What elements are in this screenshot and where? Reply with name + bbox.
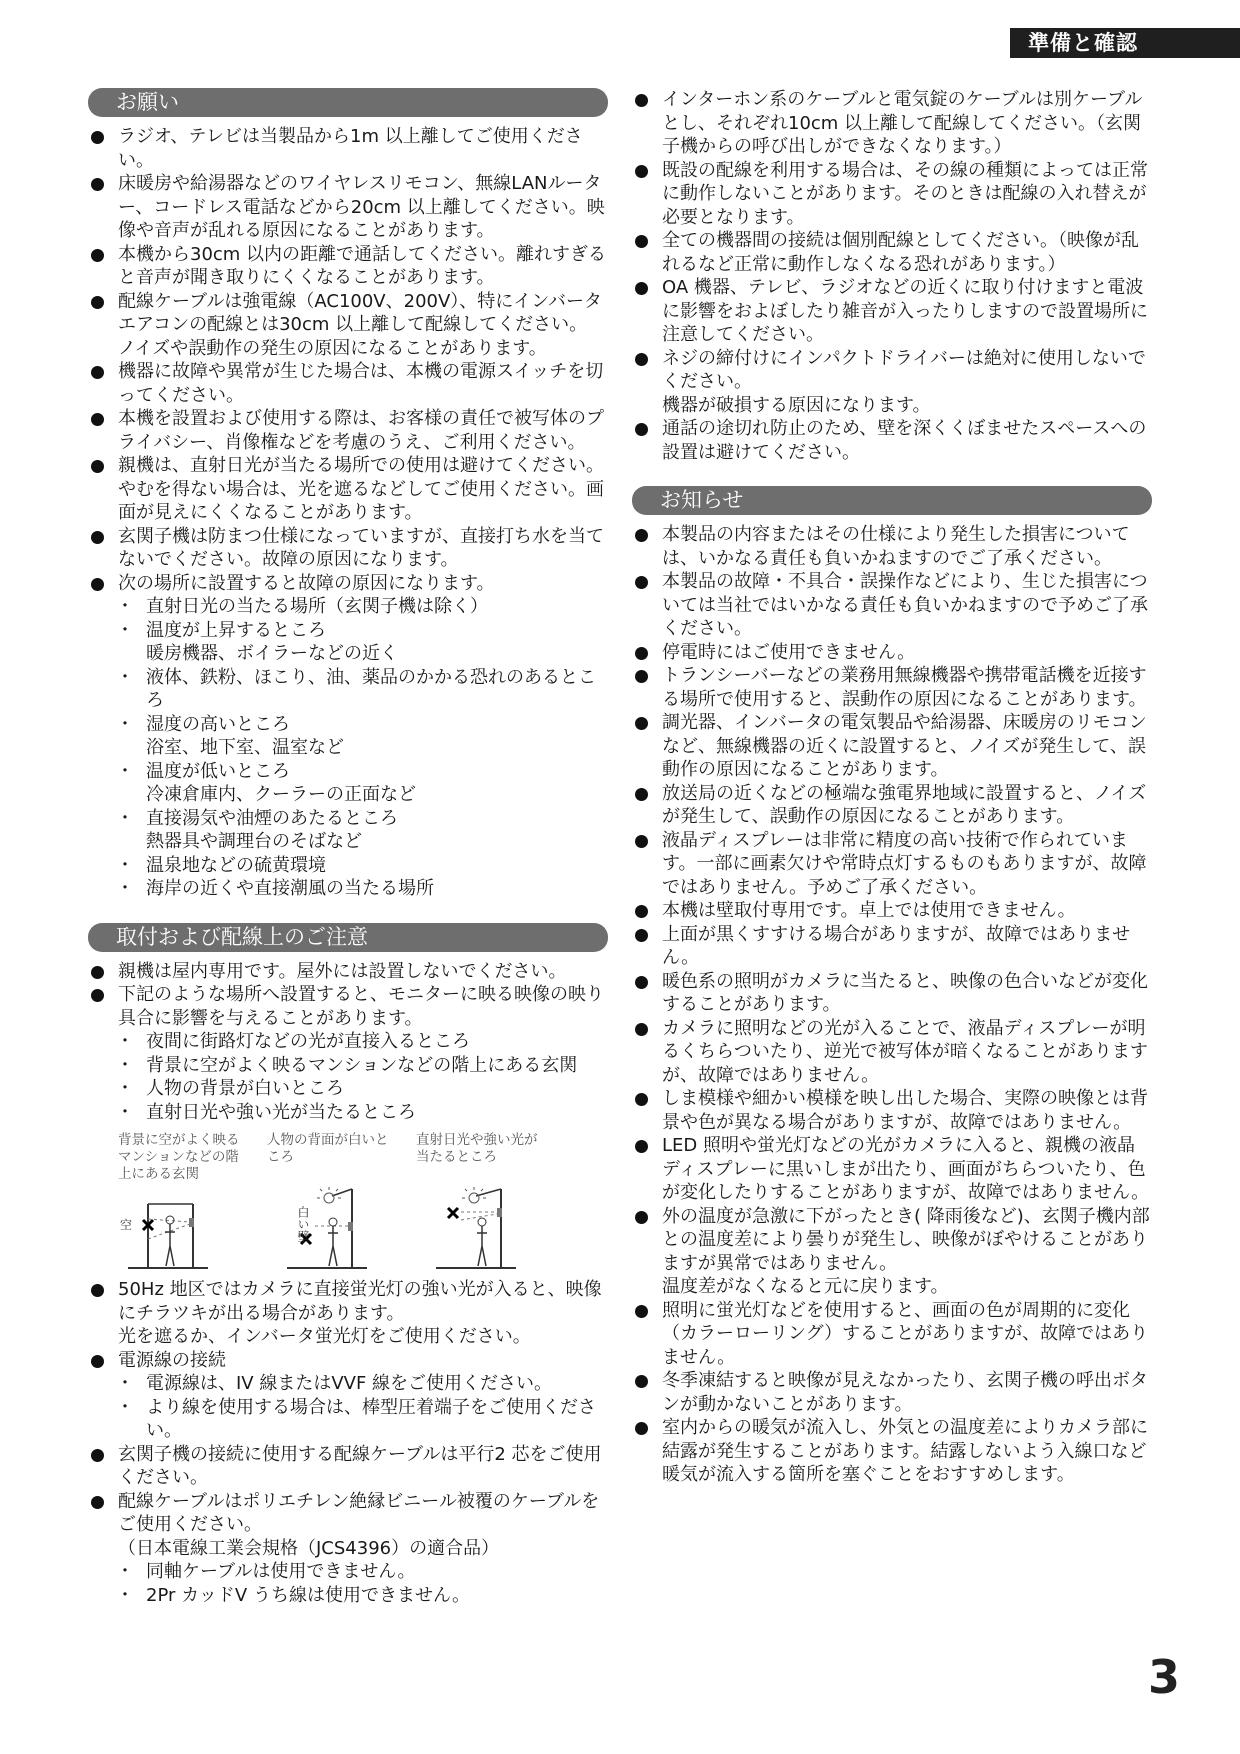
list-item: 通話の途切れ防止のため、壁を深くくぼませたスペースへの設置は避けてください。 (632, 417, 1152, 464)
section-title-oshirase: お知らせ (632, 486, 1152, 515)
list-item-continuation: （日本電線工業会規格（JCS4396）の適合品） (118, 1537, 500, 1559)
list-item: 床暖房や給湯器などのワイヤレスリモコン、無線LANルーター、コードレス電話などから20cm 以上離してください。映像や音声が乱れる原因になることがあります。 (88, 172, 608, 243)
list-item: 外の温度が急激に下がったとき( 降雨後など)、玄関子機内部との温度差により曇りが発生し、映像がぼやけることがありますが異常ではありません。 (632, 1205, 1152, 1276)
list-item: 既設の配線を利用する場合は、その線の種類によっては正常に動作しないことがあります。そのときは配線の入れ替えが必要となります。 (632, 159, 1152, 230)
list-item-continuation: 温度差がなくなると元に戻ります。 (662, 1276, 949, 1297)
sub-item: ・ 湿度の高いところ (88, 713, 608, 737)
figure-caption: 直射日光や強い光が当たるところ (416, 1132, 538, 1165)
illustration-row (118, 1132, 548, 1274)
list-item: 本機は壁取付専用です。卓上では使用できません。 (632, 899, 1152, 923)
list-item: ネジの締付けにインパクトドライバーは絶対に使用しないでください。 (632, 347, 1152, 394)
sub-item: ・ 電源線は、IV 線またはVVF 線をご使用ください。 (88, 1372, 608, 1396)
chapter-tab: 準備と確認 (1010, 28, 1240, 58)
list-item: 暖色系の照明がカメラに当たると、映像の色合いなどが変化することがあります。 (632, 970, 1152, 1017)
list-item: 本機から30cm 以内の距離で通話してください。離れすぎると音声が聞き取りにくくなることがあります。 (88, 243, 608, 290)
page-number: 3 (1147, 1650, 1180, 1704)
sub-item: ・ 人物の背景が白いところ (88, 1077, 608, 1101)
figure-caption: 人物の背面が白いところ (267, 1132, 389, 1165)
sub-item: ・ より線を使用する場合は、棒型圧着端子をご使用ください。 (88, 1396, 608, 1443)
list-item: 機器に故障や異常が生じた場合は、本機の電源スイッチを切ってください。 (88, 360, 608, 407)
list-item: 調光器、インバータの電気製品や給湯器、床暖房のリモコンなど、無線機器の近くに設置すると、ノイズが発生して、誤動作の原因になることがあります。 (632, 711, 1152, 782)
sub-item: ・ 液体、鉄粉、ほこり、油、薬品のかかる恐れのあるところ (88, 666, 608, 713)
list-item: LED 照明や蛍光灯などの光がカメラに入ると、親機の液晶ディスプレーに黒いしまが出たり、画面がちらついたり、色が変化したりすることがありますが、故障ではありません。 (632, 1134, 1152, 1205)
list-item: インターホン系のケーブルと電気錠のケーブルは別ケーブルとし、それぞれ10cm 以上離して配線してください。（玄関子機からの呼び出しができなくなります。） (632, 88, 1152, 159)
list-item: 放送局の近くなどの極端な強電界地域に設置すると、ノイズが発生して、誤動作の原因になることがあります。 (632, 782, 1152, 829)
list-item: トランシーバーなどの業務用無線機器や携帯電話機を近接する場所で使用すると、誤動作の原因になることがあります。 (632, 664, 1152, 711)
figure-direct-sunlight (416, 1132, 548, 1274)
sub-item-note: 浴室、地下室、温室など (146, 737, 344, 758)
list-item: 玄関子機は防まつ仕様になっていますが、直接打ち水を当てないでください。故障の原因になります。 (88, 525, 608, 572)
list-item: 照明に蛍光灯などを使用すると、画面の色が周期的に変化（カラーローリング）することがありますが、故障ではありません。 (632, 1299, 1152, 1370)
sub-item: ・ 直接湯気や油煙のあたるところ (88, 807, 608, 831)
list-item: しま模様や細かい模様を映し出した場合、実際の映像とは背景や色が異なる場合がありますが、故障ではありません。 (632, 1087, 1152, 1134)
sub-item: ・ 温泉地などの硫黄環境 (88, 854, 608, 878)
list-item: 電源線の接続 (88, 1349, 608, 1373)
section-title-onegai: お願い (88, 88, 608, 117)
sub-item: ・ 夜間に街路灯などの光が直接入るところ (88, 1030, 608, 1054)
sub-item-note: 冷凍倉庫内、クーラーの正面など (146, 784, 416, 805)
list-item: 配線ケーブルは強電線（AC100V、200V）、特にインバータエアコンの配線とは30cm 以上離して配線してください。 (88, 290, 608, 337)
list-item: 停電時にはご使用できません。 (632, 641, 1152, 665)
list-item-continuation: ノイズや誤動作の発生の原因になることがあります。 (118, 337, 547, 359)
figure-caption: 背景に空がよく映るマンションなどの階上にある玄関 (118, 1132, 240, 1182)
list-item: 玄関子機の接続に使用する配線ケーブルは平行2 芯をご使用ください。 (88, 1443, 608, 1490)
section-title-installation: 取付および配線上のご注意 (88, 923, 608, 952)
sub-item-note: 熱器具や調理台のそばなど (146, 831, 362, 852)
list-item: ラジオ、テレビは当製品から1m 以上離してご使用ください。 (88, 125, 608, 172)
list-item-continuation: 光を遮るか、インバータ蛍光灯をご使用ください。 (118, 1326, 531, 1347)
left-column (88, 88, 608, 1607)
sub-item: ・ 直射日光の当たる場所（玄関子機は除く） (88, 595, 608, 619)
sub-item: ・ 背景に空がよく映るマンションなどの階上にある玄関 (88, 1054, 608, 1078)
list-item: 親機は、直射日光が当たる場所での使用は避けてください。やむを得ない場合は、光を遮るなどしてご使用ください。画面が見えにくくなることがあります。 (88, 454, 608, 525)
sub-item: ・ 2Pr カッドV うち線は使用できません。 (88, 1584, 608, 1608)
list-item: 下記のような場所へ設置すると、モニターに映る映像の映り具合に影響を与えることがあります。 (88, 983, 608, 1030)
list-item: 本製品の故障・不具合・誤操作などにより、生じた損害については当社ではいかなる責任も負いかねますので予めご了承ください。 (632, 570, 1152, 641)
figure-white-wall (267, 1132, 399, 1274)
sub-item: ・ 海岸の近くや直接潮風の当たる場所 (88, 877, 608, 901)
list-item: 本機を設置および使用する際は、お客様の責任で被写体のプライバシー、肖像権などを考慮のうえ、ご利用ください。 (88, 407, 608, 454)
list-item: 配線ケーブルはポリエチレン絶縁ビニール被覆のケーブルをご使用ください。 (88, 1490, 608, 1537)
sunlight-illustration (416, 1184, 548, 1274)
list-item: 次の場所に設置すると故障の原因になります。 (88, 572, 608, 596)
right-column (632, 88, 1152, 1487)
list-item: 液晶ディスプレーは非常に精度の高い技術で作られています。一部に画素欠けや常時点灯するものもありますが、故障ではありません。予めご了承ください。 (632, 829, 1152, 900)
list-item: 本製品の内容またはその仕様により発生した損害については、いかなる責任も負いかねますのでご了承ください。 (632, 523, 1152, 570)
label-sky: 空 (120, 1218, 133, 1232)
list-item-continuation: 機器が破損する原因になります。 (662, 394, 931, 416)
figure-sky-background (118, 1132, 250, 1274)
list-item: OA 機器、テレビ、ラジオなどの近くに取り付けますと電波に影響をおよぼしたり雑音が入ったりしますので設置場所に注意してください。 (632, 276, 1152, 347)
list-item: 全ての機器間の接続は個別配線としてください。（映像が乱れるなど正常に動作しなくなる恐れがあります。） (632, 229, 1152, 276)
list-item: 親機は屋内専用です。屋外には設置しないでください。 (88, 960, 608, 984)
sub-item: ・ 温度が低いところ (88, 760, 608, 784)
list-item: 上面が黒くすすける場合がありますが、故障ではありません。 (632, 923, 1152, 970)
sub-item: ・ 温度が上昇するところ (88, 619, 608, 643)
label-white-wall: 白い壁 (296, 1206, 310, 1242)
sub-item: ・ 同軸ケーブルは使用できません。 (88, 1560, 608, 1584)
list-item: 室内からの暖気が流入し、外気との温度差によりカメラ部に結露が発生することがあります。結露しないよう入線口など暖気が流入する箇所を塞ぐことをおすすめします。 (632, 1416, 1152, 1487)
sub-item-note: 暖房機器、ボイラーなどの近く (146, 643, 398, 664)
sub-item: ・ 直射日光や強い光が当たるところ (88, 1101, 608, 1125)
list-item: カメラに照明などの光が入ることで、液晶ディスプレーが明るくちらついたり、逆光で被写体が暗くなることがありますが、故障ではありません。 (632, 1017, 1152, 1088)
list-item: 冬季凍結すると映像が見えなかったり、玄関子機の呼出ボタンが動かないことがあります。 (632, 1369, 1152, 1416)
white-wall-illustration (267, 1184, 399, 1274)
list-item: 50Hz 地区ではカメラに直接蛍光灯の強い光が入ると、映像にチラツキが出る場合があります。 (88, 1278, 608, 1325)
doorway-sky-illustration (118, 1184, 250, 1274)
